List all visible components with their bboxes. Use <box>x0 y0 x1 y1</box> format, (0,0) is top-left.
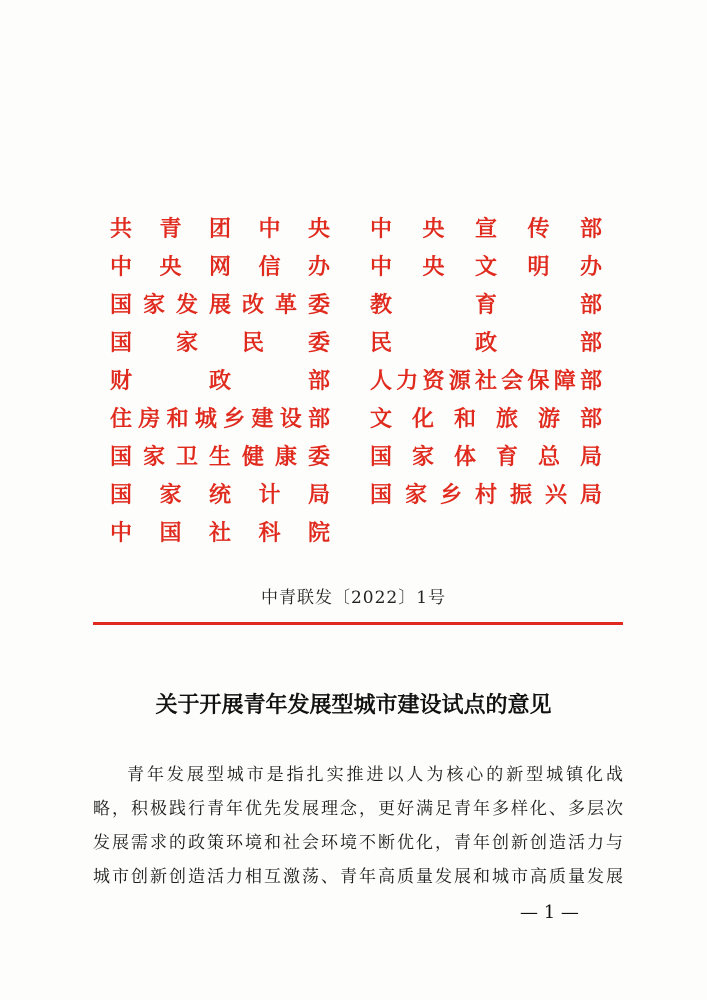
body-paragraph <box>93 758 623 894</box>
issuer-row <box>110 438 610 476</box>
issuer-left: 国家民委 <box>110 330 330 356</box>
issuer-right: 文化和旅游部 <box>370 406 602 432</box>
body-line: 青年发展型城市是指扎实推进以人为核心的新型城镇化战 <box>127 765 623 785</box>
issuer-left: 国家发展改革委 <box>110 292 330 318</box>
issuer-left: 共青团中央 <box>110 216 330 242</box>
body-line: 城市创新创造活力相互激荡、青年高质量发展和城市高质量发展 <box>93 867 623 887</box>
issuer-row <box>110 400 610 438</box>
issuer-left: 中央网信办 <box>110 254 330 280</box>
document-title: 关于开展青年发展型城市建设试点的意见 <box>155 692 552 718</box>
issuer-right: 国家乡村振兴局 <box>370 482 602 508</box>
issuer-right: 中央宣传部 <box>370 216 602 242</box>
issuer-row <box>110 362 610 400</box>
issuer-right: 教育部 <box>370 292 602 318</box>
issuer-left: 国家卫生健康委 <box>110 444 330 470</box>
issuer-right: 人力资源社会保障部 <box>370 368 602 394</box>
document-number: 中青联发〔2022〕1号 <box>260 588 447 608</box>
issuer-row <box>110 210 610 248</box>
body-line: 发展需求的政策环境和社会环境不断优化，青年创新创造活力与 <box>93 833 623 853</box>
issuer-left: 财政部 <box>110 368 330 394</box>
red-divider-line <box>93 622 623 625</box>
issuer-row <box>110 514 610 552</box>
issuer-right: 民政部 <box>370 330 602 356</box>
issuer-row <box>110 248 610 286</box>
issuer-left: 中国社科院 <box>110 520 330 546</box>
body-line: 略，积极践行青年优先发展理念，更好满足青年多样化、多层次 <box>93 799 623 819</box>
issuer-left: 国家统计局 <box>110 482 330 508</box>
issuer-row <box>110 286 610 324</box>
page-number: — 1 — <box>520 902 579 923</box>
issuing-agencies <box>110 210 610 552</box>
issuer-row <box>110 476 610 514</box>
issuer-right: 中央文明办 <box>370 254 602 280</box>
issuer-right: 国家体育总局 <box>370 444 602 470</box>
issuer-left: 住房和城乡建设部 <box>110 406 330 432</box>
issuer-row <box>110 324 610 362</box>
